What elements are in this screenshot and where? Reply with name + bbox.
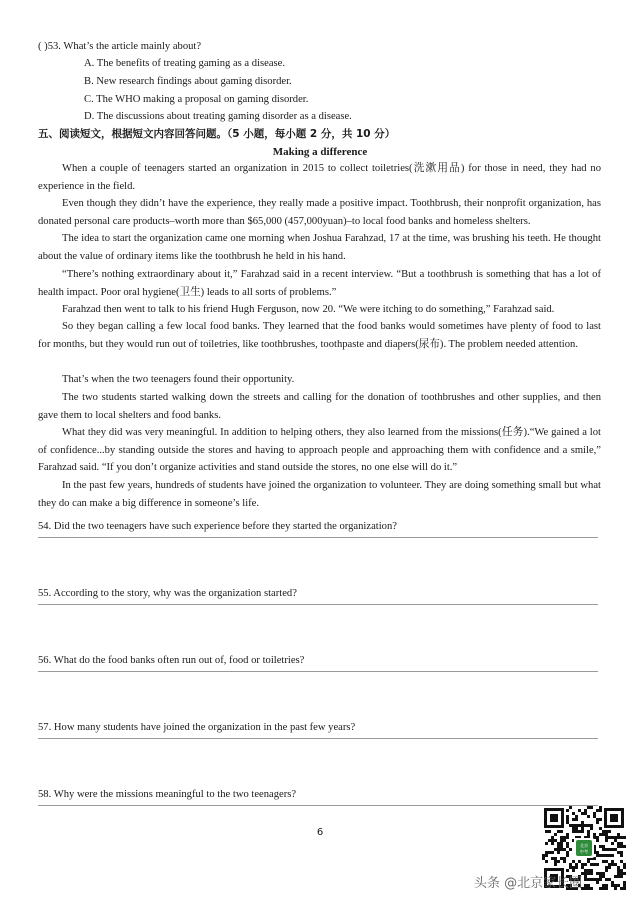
- answer-line-55[interactable]: [38, 604, 598, 605]
- question-55: 55. According to the story, why was the organization started?: [38, 588, 297, 599]
- page-number: 6: [316, 827, 324, 838]
- answer-line-57[interactable]: [38, 738, 598, 739]
- answer-line-58[interactable]: [38, 805, 598, 806]
- answer-line-54[interactable]: [38, 537, 598, 538]
- section-heading: 五、阅读短文，根据短文内容回答问题。（5 小题，每小题 2 分，共 10 分）: [38, 128, 396, 140]
- answer-line-56[interactable]: [38, 671, 598, 672]
- article-paragraph-9: What they did was very meaningful. In addition to helping others, they also learned from the missions(任务).“We gained a lot of confidence...by standing outside the stores and having to approach people and approaching them with confidence and a smile,” Farahzad said. “If you don’t organize activities and stand outside the stores, no one else will do it.”: [38, 427, 601, 474]
- question-57: 57. How many students have joined the organization in the past few years?: [38, 722, 356, 733]
- question-56: 56. What do the food banks often run out of, food or toiletries?: [38, 655, 305, 666]
- question-54: 54. Did the two teenagers have such experience before they started the organization?: [38, 521, 397, 532]
- article-paragraph-7: That’s when the two teenagers found their opportunity.: [62, 374, 295, 385]
- article-paragraph-8: The two students started walking down the streets and calling for the donation of toothbrushes and other supplies, and then gave them to local shelters and food banks.: [38, 392, 601, 421]
- article-paragraph-6: So they began calling a few local food banks. They learned that the food banks would sometimes have plenty of food to last for months, but they would run out of toiletries, like toothbrushes, toothpaste and diapers(尿布). The problem needed attention.: [38, 321, 601, 350]
- question-58: 58. Why were the missions meaningful to the two teenagers?: [38, 789, 297, 800]
- article-paragraph-4: “There’s nothing extraordinary about it,” Farahzad said in a recent interview. “But a toothbrush is something that has a lot of health impact. Poor oral hygiene(卫生) leads to all sorts of problems.”: [38, 269, 601, 298]
- qr-logo-label: 北京: [579, 843, 589, 848]
- article-title: Making a difference: [272, 146, 368, 158]
- question-53-option-a: A. The benefits of treating gaming as a disease.: [84, 58, 286, 69]
- article-paragraph-10: In the past few years, hundreds of students have joined the organization to volunteer. They are doing something small but what they do can make a big difference in someone’s life.: [38, 480, 601, 509]
- question-53-option-b: B. New research findings about gaming disorder.: [84, 76, 292, 87]
- article-paragraph-5: Farahzad then went to talk to his friend Hugh Ferguson, now 20. “We were itching to do something,” Farahzad said.: [62, 304, 555, 315]
- watermark: 头条 @北京家长圈: [474, 876, 583, 891]
- question-53-option-d: D. The discussions about treating gaming disorder as a disease.: [84, 111, 352, 122]
- question-53-stem: ( )53. What’s the article mainly about?: [38, 41, 202, 52]
- article-paragraph-1: When a couple of teenagers started an organization in 2015 to collect toiletries(洗漱用品) for those in need, they had no experience in the field.: [38, 163, 601, 192]
- qr-logo-label-line-2: 中考: [579, 849, 589, 854]
- article-paragraph-2: Even though they didn’t have the experience, they really made a positive impact. Toothbrush, their nonprofit organization, has donated personal care products–worth more than $65,000 (457,000yuan)–to local food banks and homeless shelters.: [38, 198, 601, 227]
- question-53-option-c: C. The WHO making a proposal on gaming disorder.: [84, 94, 309, 105]
- article-paragraph-3: The idea to start the organization came one morning when Joshua Farahzad, 17 at the time, was brushing his teeth. He thought about the value of ordinary items like the toothbrush he held in his hand.: [38, 233, 601, 262]
